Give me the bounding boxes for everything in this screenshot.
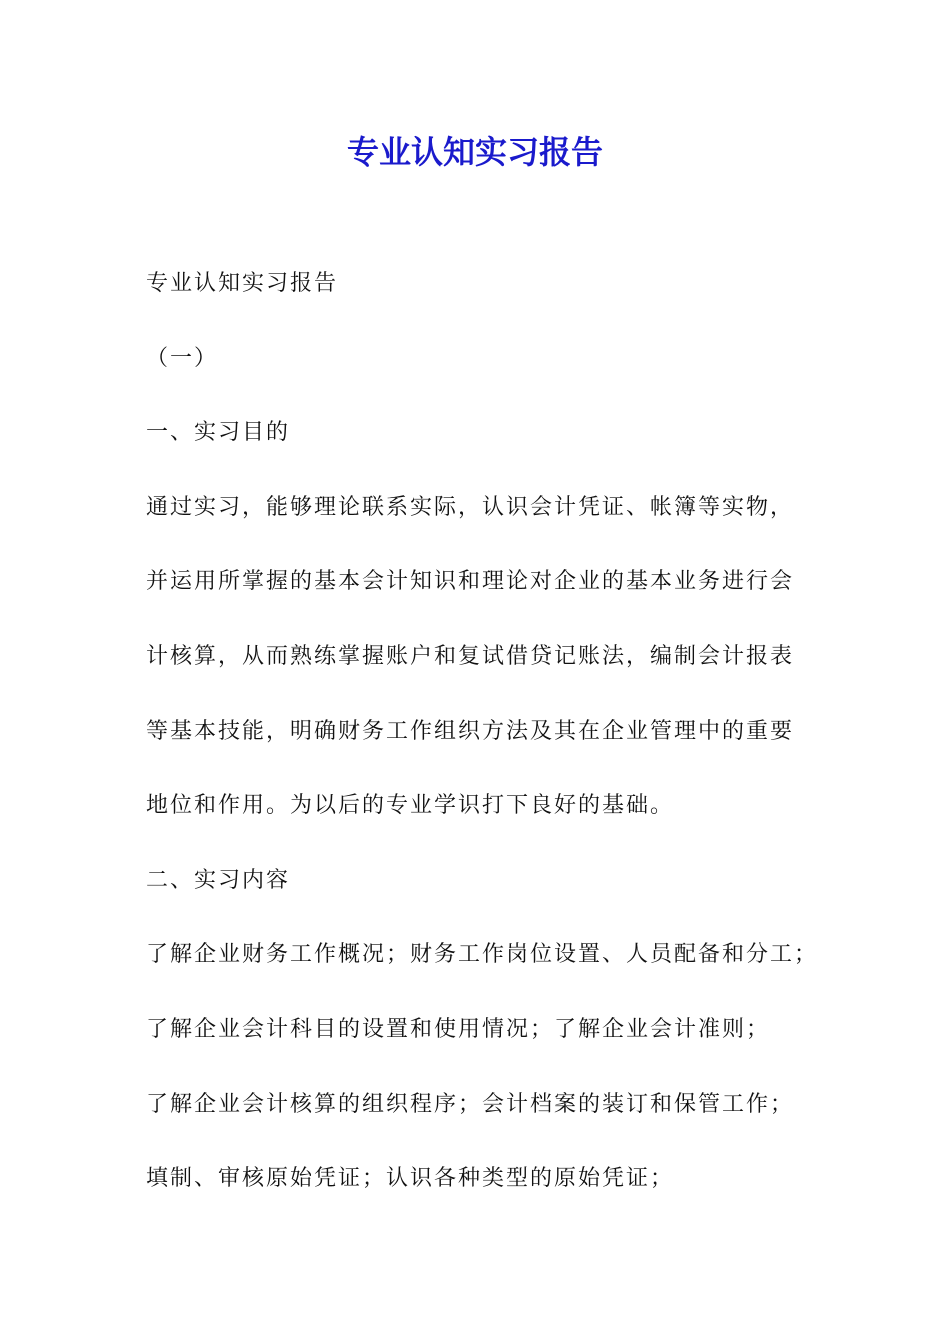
document-body [146,262,818,1232]
paragraph-line: 地位和作用。为以后的专业学识打下良好的基础。 [146,793,675,819]
paragraph-line: 通过实习，能够理论联系实际，认识会计凭证、帐簿等实物， [146,494,795,520]
subtitle-line: 专业认知实习报告 [146,271,339,296]
paragraph-line: 并运用所掌握的基本会计知识和理论对企业的基本业务进行会 [146,569,795,595]
document-title: 专业认知实习报告 [346,133,603,171]
paragraph-line: 等基本技能，明确财务工作组织方法及其在企业管理中的重要 [146,718,795,744]
paragraph-line: 计核算，从而熟练掌握账户和复试借贷记账法，编制会计报表 [146,643,795,669]
content-item: 了解企业财务工作概况；财务工作岗位设置、人员配备和分工； [146,942,819,968]
section-number: （一） [146,345,219,371]
content-item: 了解企业会计科目的设置和使用情况；了解企业会计准则； [146,1016,771,1042]
content-item: 填制、审核原始凭证；认识各种类型的原始凭证； [146,1166,675,1192]
heading-purpose: 一、实习目的 [146,420,291,446]
content-item: 了解企业会计核算的组织程序；会计档案的装订和保管工作； [146,1091,795,1117]
heading-content: 二、实习内容 [146,867,291,893]
